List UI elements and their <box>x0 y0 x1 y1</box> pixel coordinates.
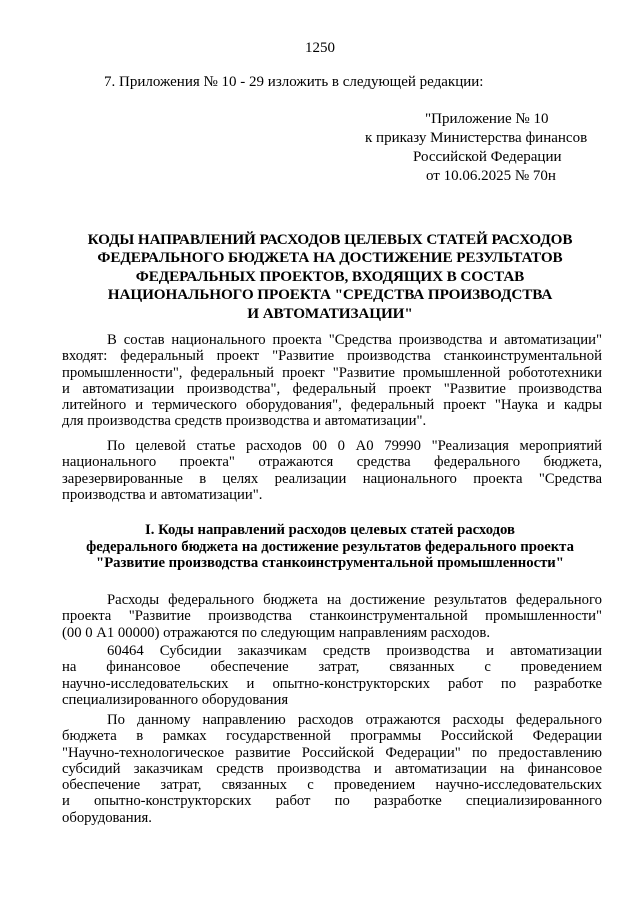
document-title <box>60 231 600 323</box>
title-line: ФЕДЕРАЛЬНЫХ ПРОЕКТОВ, ВХОДЯЩИХ В СОСТАВ <box>135 267 525 285</box>
text-line: бюджета в рамках государственной программы Российской Федерации <box>62 728 602 745</box>
text-line: зарезервированные в целях реализации национального проекта "Средства <box>62 470 602 487</box>
paragraph-direction-details <box>62 712 602 826</box>
paragraph-target-article <box>62 438 602 503</box>
text-line: промышленности", федеральный проект "Развитие промышленной робототехники <box>62 364 602 381</box>
appendix-line-2: к приказу Министерства финансов <box>365 130 588 146</box>
text-line: национального проекта" отражаются средства федерального бюджета, <box>62 454 602 471</box>
title-line: КОДЫ НАПРАВЛЕНИЙ РАСХОДОВ ЦЕЛЕВЫХ СТАТЕЙ РАСХОДОВ <box>87 231 573 248</box>
text-line: По данному направлению расходов отражаются расходы федерального <box>107 712 602 728</box>
text-line: "Научно-технологическое развитие Российской Федерации" по предоставлению <box>62 744 602 761</box>
text-line: литейного и термического оборудования", федеральный проект "Наука и кадры <box>62 397 602 414</box>
title-line: ФЕДЕРАЛЬНОГО БЮДЖЕТА НА ДОСТИЖЕНИЕ РЕЗУЛЬТАТОВ <box>97 249 563 267</box>
text-line: оборудования. <box>62 809 152 826</box>
text-line: субсидий заказчикам средств производства и автоматизации на финансовое <box>62 760 602 777</box>
text-line: специализированного оборудования <box>62 691 289 708</box>
appendix-line-4: от 10.06.2025 № 70н <box>426 168 556 184</box>
text-line: и автоматизации производства", федеральный проект "Развитие производства <box>62 380 602 397</box>
text-line: В состав национального проекта "Средства производства и автоматизации" <box>107 332 602 348</box>
text-line: обеспечение затрат, связанных с проведением научно-исследовательских <box>62 777 602 794</box>
text-line: проекта "Развитие производства станкоинструментальной промышленности" <box>62 608 602 625</box>
appendix-line-1: "Приложение № 10 <box>425 111 549 127</box>
text-line: По целевой статье расходов 00 0 А0 79990 "Реализация мероприятий <box>107 438 602 454</box>
section-heading <box>60 522 600 572</box>
text-line: для производства средств производства и автоматизации". <box>62 413 427 430</box>
text-line: 60464 Субсидии заказчикам средств производства и автоматизации <box>107 643 602 659</box>
section-heading-line: федерального бюджета на достижение результатов федерального проекта <box>86 538 574 555</box>
text-line: научно-исследовательских и опытно-конструкторских работ по разработке <box>62 675 602 692</box>
intro-line: 7. Приложения № 10 - 29 изложить в следующей редакции: <box>104 74 484 90</box>
section-heading-line: "Развитие производства станкоинструментальной промышленности" <box>96 555 564 571</box>
text-line: (00 0 А1 00000) отражаются по следующим направлениям расходов. <box>62 624 491 641</box>
section-heading-line: I. Коды направлений расходов целевых статей расходов <box>145 522 515 538</box>
text-line: и опытно-конструкторских работ по разработке специализированного <box>62 793 602 810</box>
text-line: на финансовое обеспечение затрат, связанных с проведением <box>62 659 602 676</box>
text-line: производства и автоматизации". <box>62 486 263 503</box>
paragraph-code-60464 <box>62 643 602 708</box>
paragraph-project-expenses <box>62 592 602 641</box>
title-line: НАЦИОНАЛЬНОГО ПРОЕКТА "СРЕДСТВА ПРОИЗВОДСТВА <box>107 286 553 304</box>
appendix-line-3: Российской Федерации <box>413 149 562 165</box>
paragraph-composition <box>62 332 602 430</box>
text-line: входят: федеральный проект "Развитие производства станкоинструментальной <box>62 348 602 365</box>
text-line: Расходы федерального бюджета на достижение результатов федерального <box>107 592 602 608</box>
title-line: И АВТОМАТИЗАЦИИ" <box>247 304 413 322</box>
page-number: 1250 <box>305 40 335 56</box>
